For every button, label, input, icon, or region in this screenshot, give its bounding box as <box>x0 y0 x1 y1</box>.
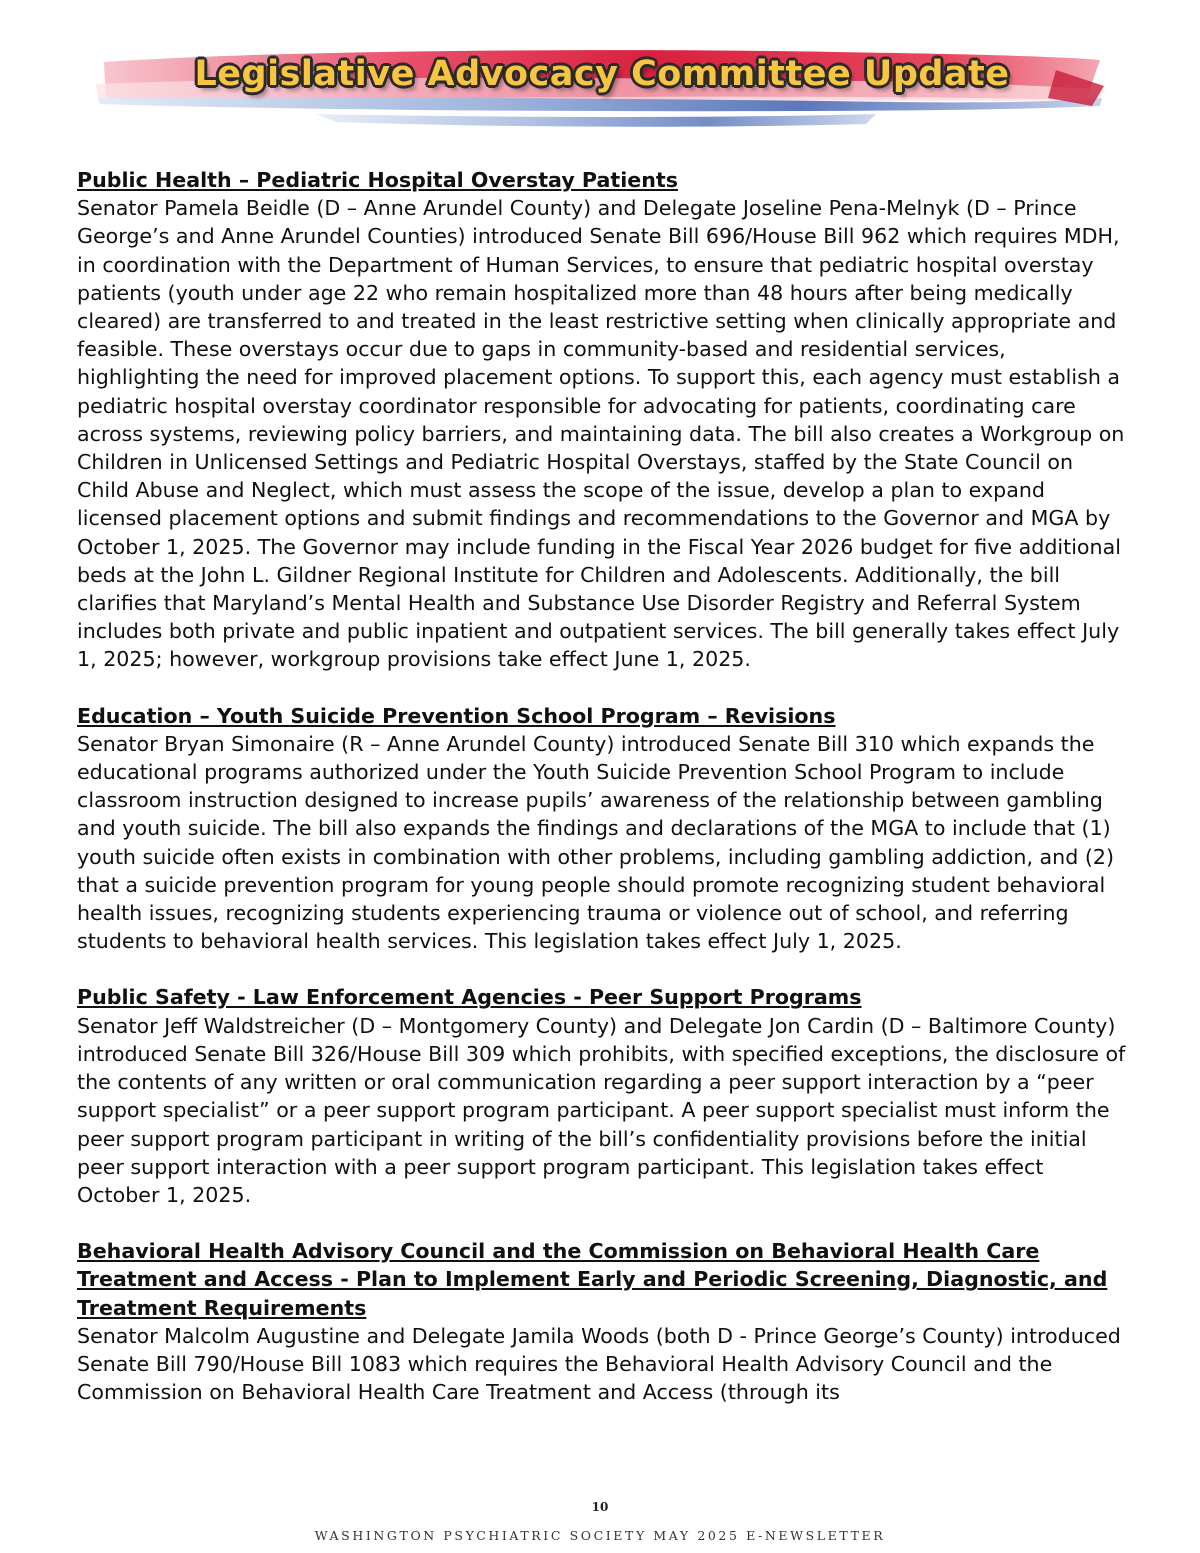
article-pediatric-overstay <box>77 166 1127 674</box>
article-body: Senator Jeff Waldstreicher (D – Montgomery County) and Delegate Jon Cardin (D – Baltimore County) introduced Senate Bill 326/House Bill 309 which prohibits, with specified exceptions, the disclosure of the contents of any written or oral communication regarding a peer support interaction by a “peer support specialist” or a peer support program participant. A peer support specialist must inform the peer support program participant in writing of the bill’s confidentiality provisions before the initial peer support interaction with a peer support program participant. This legislation takes effect October 1, 2025. <box>77 1013 1126 1207</box>
article-heading: Public Safety - Law Enforcement Agencies - Peer Support Programs <box>77 985 862 1010</box>
newsletter-content <box>77 166 1127 1434</box>
header-banner <box>96 40 1108 132</box>
article-body: Senator Bryan Simonaire (R – Anne Arundel County) introduced Senate Bill 310 which expands the educational programs authorized under the Youth Suicide Prevention School Program to include classroom instruction designed to increase pupils’ awareness of the relationship between gambling and youth suicide. The bill also expands the findings and declarations of the MGA to include that (1) youth suicide often exists in combination with other problems, including gambling addiction, and (2) that a suicide prevention program for young people should promote recognizing student behavioral health issues, recognizing students experiencing trauma or violence out of school, and referring students to behavioral health services. This legislation takes effect July 1, 2025. <box>77 731 1114 954</box>
article-heading: Behavioral Health Advisory Council and the Commission on Behavioral Health Care Treatment and Access - Plan to Implement Early and Periodic Screening, Diagnostic, and Treatment Requirements <box>77 1239 1108 1320</box>
article-body: Senator Pamela Beidle (D – Anne Arundel County) and Delegate Joseline Pena-Melnyk (D – Prince George’s and Anne Arundel Counties) introduced Senate Bill 696/House Bill 962 which requires MDH, in coordination with the Department of Human Services, to ensure that pediatric hospital overstay patients (youth under age 22 who remain hospitalized more than 48 hours after being medically cleared) are transferred to and treated in the least restrictive setting when clinically appropriate and feasible. These overstays occur due to gaps in community-based and residential services, highlighting the need for improved placement options. To support this, each agency must establish a pediatric hospital overstay coordinator responsible for advocating for patients, coordinating care across systems, reviewing policy barriers, and maintaining data. The bill also creates a Workgroup on Children in Unlicensed Settings and Pediatric Hospital Overstays, staffed by the State Council on Child Abuse and Neglect, which must assess the scope of the issue, develop a plan to expand licensed placement options and submit findings and recommendations to the Governor and MGA by October 1, 2025. The Governor may include funding in the Fiscal Year 2026 budget for five additional beds at the John L. Gildner Regional Institute for Children and Adolescents. Additionally, the bill clarifies that Maryland’s Mental Health and Substance Use Disorder Registry and Referral System includes both private and public inpatient and outpatient services. The bill generally takes effect July 1, 2025; however, workgroup provisions take effect June 1, 2025. <box>77 196 1125 672</box>
article-heading: Education – Youth Suicide Prevention School Program – Revisions <box>77 703 836 728</box>
footer-publication: WASHINGTON PSYCHIATRIC SOCIETY MAY 2025 E-NEWSLETTER <box>314 1528 886 1543</box>
article-youth-suicide-prevention <box>77 702 1127 956</box>
article-behavioral-health-council <box>77 1237 1127 1406</box>
article-peer-support <box>77 983 1127 1209</box>
article-body: Senator Malcolm Augustine and Delegate Jamila Woods (both D - Prince George’s County) introduced Senate Bill 790/House Bill 1083 which requires the Behavioral Health Advisory Council and the Commission on Behavioral Health Care Treatment and Access (through its <box>77 1323 1121 1405</box>
article-heading: Public Health – Pediatric Hospital Overstay Patients <box>77 168 678 192</box>
page-number: 10 <box>591 1500 609 1514</box>
banner-title: Legislative Advocacy Committee Update <box>194 54 1010 94</box>
